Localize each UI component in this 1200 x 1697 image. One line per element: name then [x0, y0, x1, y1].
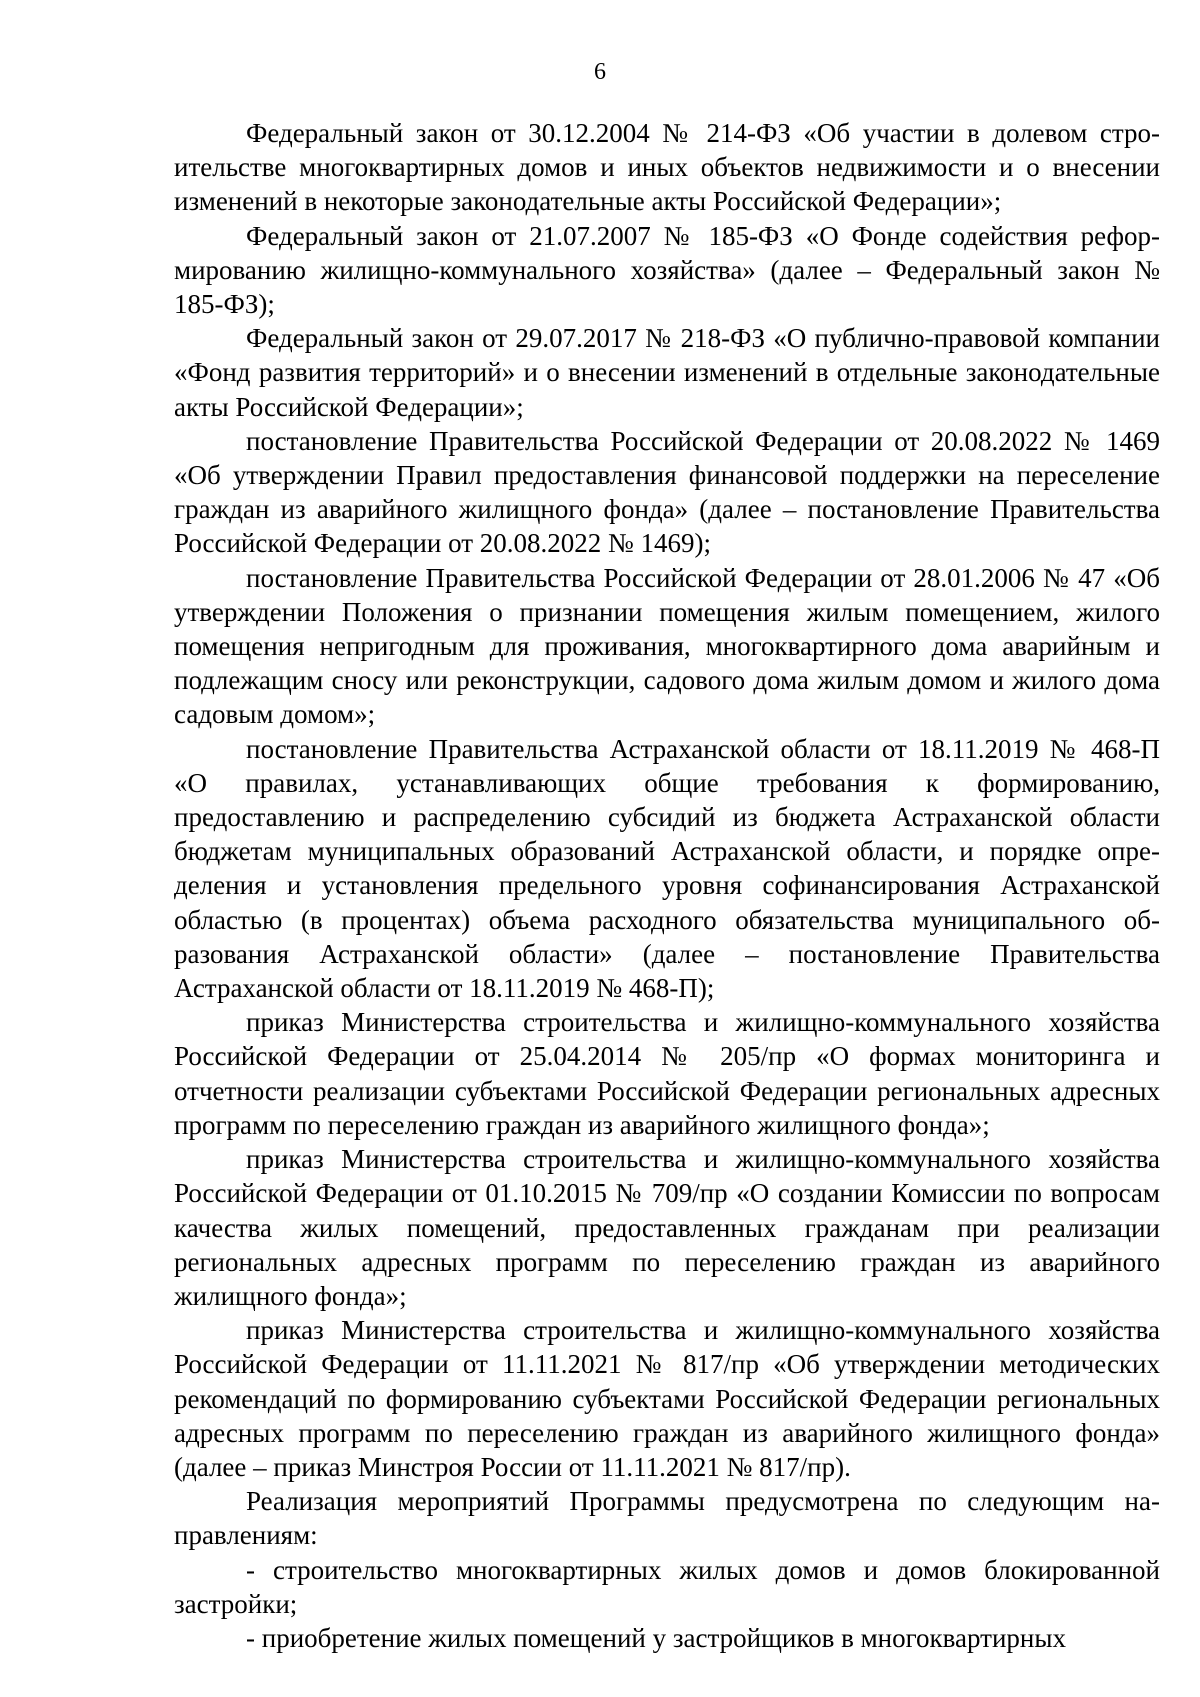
page-number: 6: [594, 59, 606, 85]
paragraph-decree-468-p: постановление Правительства Астраханской области от 18.11.2019 № 468-П «О правилах, устанавливающих общие требования к формированию, предоставлению и распределению субсидий из бюджета Астраханской области бюджетам муниципальных образований Астраханской области, и порядке определения и установления предельного уровня софинансирования Астраханской областью (в процентах) объема расходного обязательства муниципального образования Астраханской области» (далее – постановление Правительства Астраханской области от 18.11.2019 № 468-П);: [174, 733, 1160, 1004]
document-body: [174, 116, 1160, 1655]
paragraph-decree-1469: постановление Правительства Российской Федерации от 20.08.2022 № 1469 «Об утверждении Правил предоставления финансовой поддержки на переселение граждан из аварийного жилищного фонда» (далее – постановление Правительства Российской Федерации от 20.08.2022 № 1469);: [174, 425, 1160, 559]
list-item-construction: - строительство многоквартирных жилых домов и домов блокированной застройки;: [174, 1554, 1160, 1619]
paragraph-decree-47: постановление Правительства Российской Федерации от 28.01.2006 № 47 «Об утверждении Положения о признании помещения жилым помещением, жилого помещения непригодным для проживания, многоквартирного дома аварийным и подлежащим сносу или реконструкции, садового дома жилым домом и жилого дома садовым домом»;: [174, 562, 1160, 730]
paragraph-order-205-pr: приказ Министерства строительства и жилищно-коммунального хозяйства Российской Федерации от 25.04.2014 № 205/пр «О формах мониторинга и отчетности реализации субъектами Российской Федерации региональных адресных программ по переселению граждан из аварийного жилищного фонда»;: [174, 1007, 1160, 1140]
paragraph-law-218-fz: Федеральный закон от 29.07.2017 № 218-ФЗ «О публично-правовой компании «Фонд развития территорий» и о внесении изменений в отдельные законодательные акты Российской Федерации»;: [174, 323, 1160, 422]
paragraph-order-817-pr: приказ Министерства строительства и жилищно-коммунального хозяйства Российской Федерации от 11.11.2021 № 817/пр «Об утверждении методических рекомендаций по формированию субъектами Российской Федерации региональных адресных программ по переселению граждан из аварийного жилищного фонда» (далее – приказ Минстроя России от 11.11.2021 № 817/пр).: [174, 1315, 1160, 1482]
paragraph-law-214-fz: Федеральный закон от 30.12.2004 № 214-ФЗ «Об участии в долевом строительстве многоквартирных домов и иных объектов недвижимости и о внесении изменений в некоторые законодательные акты Российской Федерации»;: [174, 118, 1160, 217]
paragraph-order-709-pr: приказ Министерства строительства и жилищно-коммунального хозяйства Российской Федерации от 01.10.2015 № 709/пр «О создании Комиссии по вопросам качества жилых помещений, предоставленных гражданам при реализации региональных адресных программ по переселению граждан из аварийного жилищного фонда»;: [174, 1144, 1160, 1311]
list-item-acquisition: - приобретение жилых помещений у застройщиков в многоквартирных: [246, 1622, 1066, 1653]
paragraph-program-directions: Реализация мероприятий Программы предусмотрена по следующим направлениям:: [174, 1486, 1160, 1551]
paragraph-law-185-fz: Федеральный закон от 21.07.2007 № 185-ФЗ «О Фонде содействия реформированию жилищно-коммунального хозяйства» (далее – Федеральный закон № 185-ФЗ);: [174, 220, 1160, 320]
